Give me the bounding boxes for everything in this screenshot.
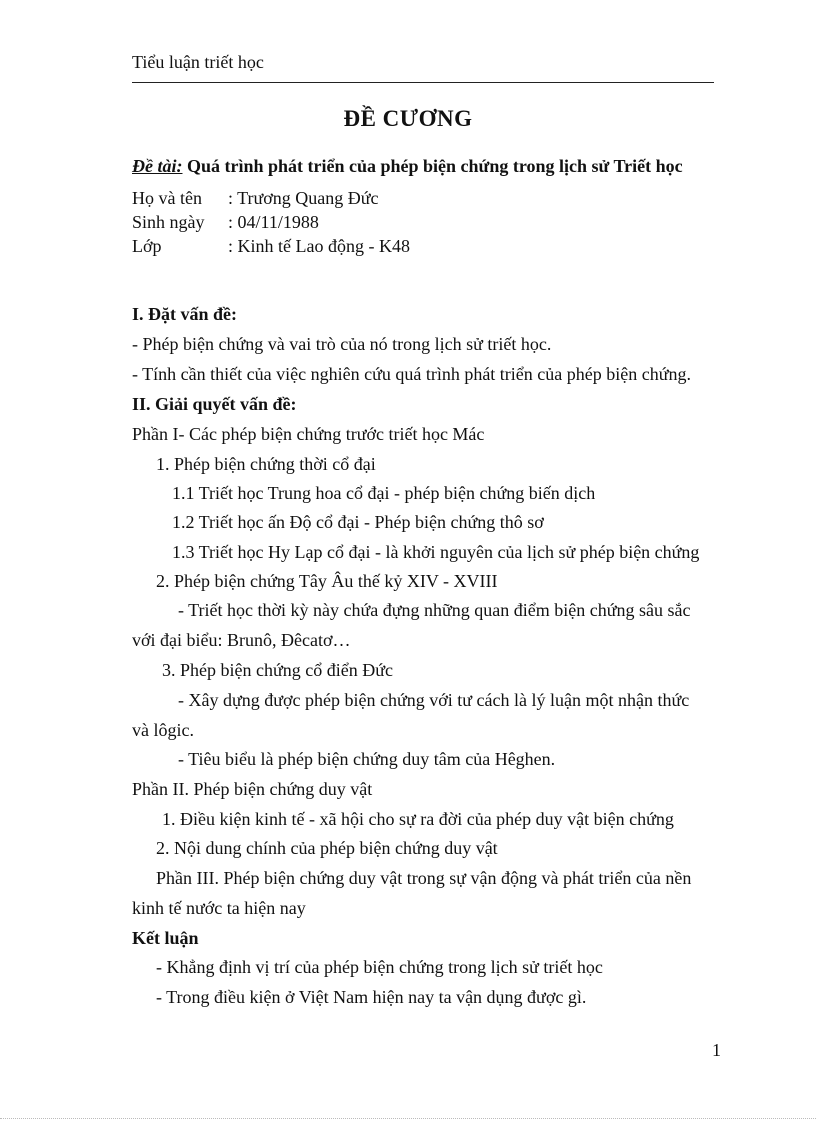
section-heading: II. Giải quyết vấn đề: [132, 394, 297, 414]
body-line: Phần I- Các phép biện chứng trước triết học Mác [132, 424, 485, 444]
info-value: : Kinh tế Lao động - K48 [228, 236, 410, 256]
body-line: - Trong điều kiện ở Việt Nam hiện nay ta vận dụng được gì. [156, 987, 587, 1007]
body-line: 1.1 Triết học Trung hoa cổ đại - phép biện chứng biến dịch [172, 483, 596, 503]
info-name [132, 188, 379, 209]
body-line: và lôgic. [132, 720, 194, 740]
body-line: 1.2 Triết học ấn Độ cổ đại - Phép biện chứng thô sơ [172, 512, 544, 532]
body-line: - Phép biện chứng và vai trò của nó trong lịch sử triết học. [132, 334, 552, 354]
header-text: Tiểu luận triết học [132, 52, 264, 72]
body-line: với đại biểu: Brunô, Đêcatơ… [132, 630, 351, 650]
info-class [132, 236, 410, 257]
body-line: kinh tế nước ta hiện nay [132, 898, 306, 918]
body-line: 1. Điều kiện kinh tế - xã hội cho sự ra đời của phép duy vật biện chứng [162, 809, 674, 829]
body-line: - Tiêu biểu là phép biện chứng duy tâm của Hêghen. [178, 749, 556, 769]
info-value: : Trương Quang Đức [228, 188, 379, 208]
body-line: - Khẳng định vị trí của phép biện chứng trong lịch sử triết học [156, 957, 603, 977]
section-heading: I. Đặt vấn đề: [132, 304, 238, 324]
body-line: 2. Nội dung chính của phép biện chứng duy vật [156, 838, 498, 858]
body-line: - Triết học thời kỳ này chứa đựng những quan điểm biện chứng sâu sắc [178, 600, 691, 620]
page-break-rule [0, 1118, 816, 1119]
info-birthdate [132, 212, 319, 233]
body-line: Phần II. Phép biện chứng duy vật [132, 779, 373, 799]
topic-line [132, 156, 683, 177]
body-line: 1. Phép biện chứng thời cổ đại [156, 454, 376, 474]
body-line: - Xây dựng được phép biện chứng với tư cách là lý luận một nhận thức [178, 690, 690, 710]
body-line: - Tính cần thiết của việc nghiên cứu quá trình phát triển của phép biện chứng. [132, 364, 691, 384]
info-key: Họ và tên [132, 188, 202, 208]
info-key: Sinh ngày [132, 212, 205, 232]
header-rule [132, 82, 714, 83]
body-line: Phần III. Phép biện chứng duy vật trong sự vận động và phát triển của nền [156, 868, 692, 888]
body-line: 1.3 Triết học Hy Lạp cổ đại - là khởi nguyên của lịch sử phép biện chứng [172, 542, 700, 562]
info-key: Lớp [132, 236, 162, 256]
page-number: 1 [712, 1040, 721, 1060]
body-line: 2. Phép biện chứng Tây Âu thế kỷ XIV - XVIII [156, 571, 498, 591]
info-value: : 04/11/1988 [228, 212, 319, 232]
section-heading: Kết luận [132, 928, 199, 948]
topic-text: Quá trình phát triển của phép biện chứng trong lịch sử Triết học [182, 156, 683, 176]
topic-label: Đề tài: [132, 156, 183, 176]
body-line: 3. Phép biện chứng cổ điển Đức [162, 660, 393, 680]
page-title: ĐỀ CƯƠNG [343, 106, 473, 131]
